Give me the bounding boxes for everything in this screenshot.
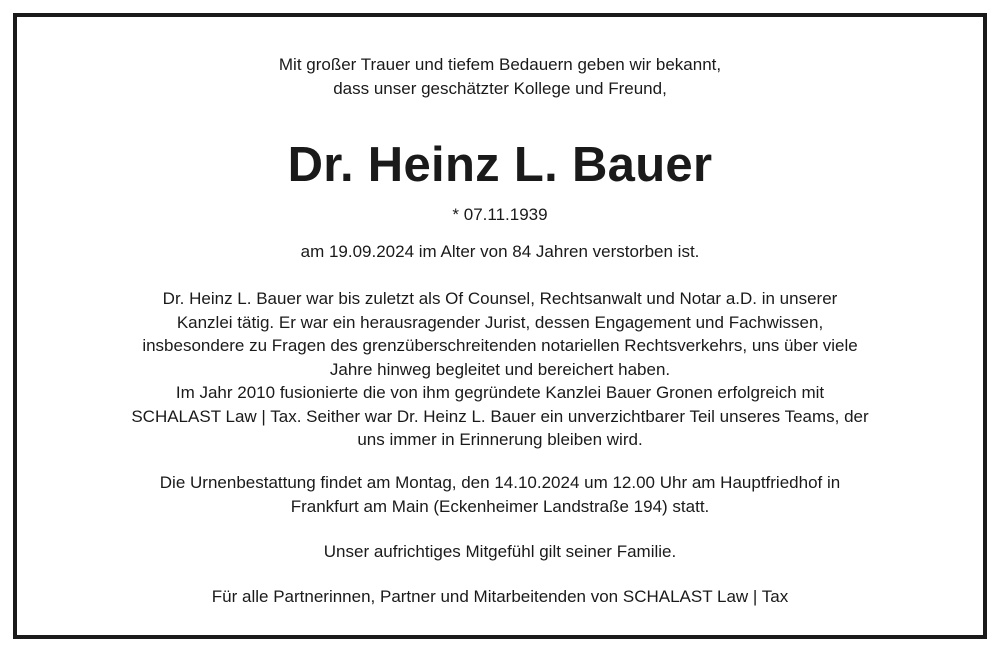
notice-frame [13,13,987,639]
tribute-line: Im Jahr 2010 fusionierte die von ihm gegründete Kanzlei Bauer Gronen erfolgreich mit [175,383,825,402]
signature-text: Für alle Partnerinnen, Partner und Mitarbeitenden von SCHALAST Law | Tax [211,587,789,606]
tribute-text [17,287,983,452]
intro-text [17,53,983,101]
deceased-name: Dr. Heinz L. Bauer [287,138,713,192]
notice-content [17,17,983,635]
intro-line: dass unser geschätzter Kollege und Freund, [333,79,667,98]
tribute-line: Kanzlei tätig. Er war ein herausragender Jurist, dessen Engagement und Fachwissen, [176,312,824,332]
tribute-line: uns immer in Erinnerung bleiben wird. [357,430,643,449]
tribute-line: SCHALAST Law | Tax. Seither war Dr. Heinz L. Bauer ein unverzichtbarer Teil unseres Teams, der [131,406,869,426]
birth-date: * 07.11.1939 [452,205,548,224]
tribute-line: Jahre hinweg begleitet und bereichert haben. [329,359,671,379]
tribute-line: insbesondere zu Fragen des grenzüberschreitenden notariellen Rechtsverkehrs, uns über viele [142,336,858,355]
funeral-info [17,471,983,519]
funeral-line: Frankfurt am Main (Eckenheimer Landstraße 194) statt. [290,497,710,516]
tribute-line: Dr. Heinz L. Bauer war bis zuletzt als Of Counsel, Rechtsanwalt und Notar a.D. in unserer [162,289,838,308]
condolence-text: Unser aufrichtiges Mitgefühl gilt seiner Familie. [323,542,677,561]
funeral-line: Die Urnenbestattung findet am Montag, den 14.10.2024 um 12.00 Uhr am Hauptfriedhof in [159,473,841,492]
intro-line: Mit großer Trauer und tiefem Bedauern geben wir bekannt, [278,55,722,74]
death-statement: am 19.09.2024 im Alter von 84 Jahren verstorben ist. [300,242,700,261]
